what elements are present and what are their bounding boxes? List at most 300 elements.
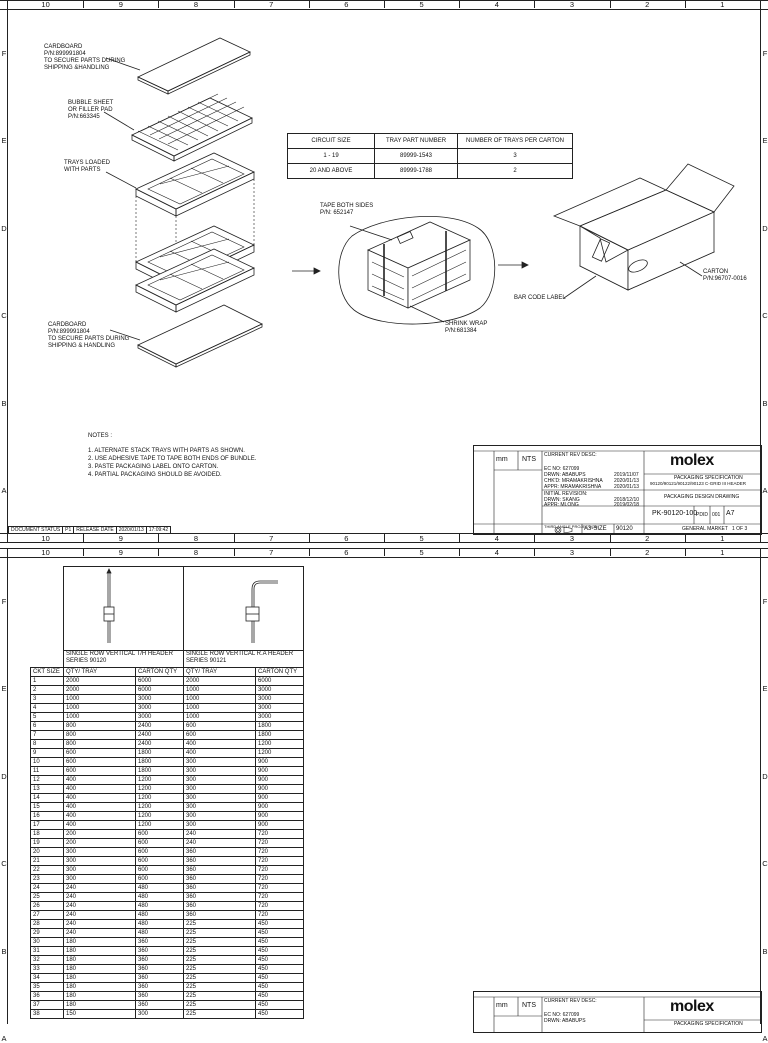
table-cell: 180 — [64, 938, 136, 947]
molex-logo: molex — [670, 452, 714, 469]
table-cell: 25 — [31, 893, 64, 902]
zone-column-label: 3 — [569, 534, 575, 543]
zone-row-label: F — [762, 596, 768, 606]
table-cell: 225 — [184, 983, 256, 992]
molex-logo: molex — [670, 998, 714, 1015]
document-status-bar — [8, 526, 170, 534]
table-cell: 900 — [256, 776, 304, 785]
zone-row-label: D — [1, 223, 7, 233]
table-row — [31, 938, 304, 947]
zone-column-label: 1 — [720, 548, 725, 557]
leader-barcode — [564, 276, 596, 298]
group2-header: SINGLE ROW VERTICAL R.A HEADER SERIES 90121 — [184, 651, 304, 668]
projection-label: THIRD ANGLE PROJECTION — [544, 524, 598, 529]
table-cell: 720 — [256, 893, 304, 902]
table-row — [31, 704, 304, 713]
table-cell: 300 — [184, 785, 256, 794]
table-cell: 360 — [184, 893, 256, 902]
table-cell: 300 — [64, 848, 136, 857]
rev-desc-label: CURRENT REV DESC: — [544, 998, 597, 1004]
table-cell: 300 — [184, 794, 256, 803]
table-cell: 900 — [256, 794, 304, 803]
table-cell: 1200 — [136, 803, 184, 812]
rev-desc-label: CURRENT REV DESC: — [544, 452, 597, 458]
zone-row-label: E — [762, 684, 768, 694]
drawn-by: DRWN: ABABUPS — [544, 472, 586, 478]
table-cell: 2400 — [136, 740, 184, 749]
scale-value: NTS — [522, 1002, 536, 1009]
table-row — [31, 929, 304, 938]
table-cell: 13 — [31, 785, 64, 794]
zone-row-label: F — [1, 596, 7, 606]
ec-no: EC NO: 627099 — [544, 466, 580, 472]
pdid-label: PDID — [696, 512, 708, 518]
table-cell: 180 — [64, 992, 136, 1001]
zone-row-label: C — [1, 311, 7, 321]
th-header-image-cell — [64, 567, 184, 651]
zone-column-label: 7 — [269, 548, 274, 557]
tray-count-table — [287, 133, 573, 179]
table-cell: QTY/ TRAY — [184, 668, 256, 677]
drawn-by: DRWN: ABABUPS — [544, 1018, 586, 1024]
shrink-wrapped-bundle — [339, 216, 495, 324]
table-cell: 450 — [256, 1010, 304, 1019]
table-cell: 3000 — [136, 704, 184, 713]
table-cell: 1 — [31, 677, 64, 686]
bubble-sheet — [132, 94, 252, 161]
table-cell: 1800 — [256, 731, 304, 740]
table-cell: 8 — [31, 740, 64, 749]
title-block — [473, 445, 762, 535]
table-cell: 28 — [31, 920, 64, 929]
table-cell: 360 — [184, 911, 256, 920]
zone-column-label: 5 — [419, 534, 424, 543]
checked-by: CHK'D: MRAMAKRISHNA — [544, 478, 603, 484]
table-cell: 1200 — [136, 794, 184, 803]
approved-date: 2020/01/13 — [614, 484, 640, 490]
table-cell: 240 — [64, 902, 136, 911]
table-cell: 18 — [31, 830, 64, 839]
table-cell: QTY/ TRAY — [64, 668, 136, 677]
release-time-value: 17:09:42 — [146, 526, 171, 534]
table-cell: 6 — [31, 722, 64, 731]
zone-column-label: 2 — [645, 548, 650, 557]
table-row — [31, 884, 304, 893]
table-cell: 2400 — [136, 722, 184, 731]
table-cell: 1000 — [64, 713, 136, 722]
table-cell: 600 — [64, 749, 136, 758]
table-cell: 1200 — [136, 785, 184, 794]
table-cell: 3000 — [136, 713, 184, 722]
zone-column-labels-top — [8, 548, 760, 557]
table-row — [31, 920, 304, 929]
leader-trays — [106, 172, 136, 188]
table-row — [31, 722, 304, 731]
zone-row-label: A — [1, 486, 7, 496]
table-cell: 600 — [64, 767, 136, 776]
table-cell: 800 — [64, 731, 136, 740]
table-cell: 225 — [184, 938, 256, 947]
table-cell: 21 — [31, 857, 64, 866]
table-cell: 480 — [136, 893, 184, 902]
table-cell: 360 — [184, 884, 256, 893]
zone-row-label: D — [1, 771, 7, 781]
table-cell: 480 — [136, 884, 184, 893]
zone-row-label: E — [1, 136, 7, 146]
table-cell: 14 — [31, 794, 64, 803]
zone-column-label: 6 — [344, 0, 349, 9]
zone-column-label: 5 — [419, 0, 424, 9]
tray-col-circuit: CIRCUIT SIZE — [288, 134, 375, 149]
table-cell: 360 — [184, 902, 256, 911]
callout-bubble-sheet: BUBBLE SHEET OR FILLER PAD P/N:663345 — [68, 100, 114, 120]
table-row — [31, 749, 304, 758]
table-cell: 180 — [64, 1001, 136, 1010]
table-cell: 900 — [256, 785, 304, 794]
table-cell: 300 — [184, 803, 256, 812]
table-cell: 450 — [256, 929, 304, 938]
cardboard-bottom-sheet — [138, 305, 262, 367]
ra-header-image-cell — [184, 567, 304, 651]
table-cell: 800 — [64, 722, 136, 731]
table-row — [31, 866, 304, 875]
table-row — [31, 803, 304, 812]
table-cell: 24 — [31, 884, 64, 893]
size-code: A7 — [726, 510, 735, 517]
table-cell: 1800 — [136, 767, 184, 776]
packaging-table-body — [31, 668, 304, 1019]
zone-column-label: 3 — [569, 0, 575, 9]
table-cell: 360 — [136, 947, 184, 956]
table-cell: 400 — [64, 803, 136, 812]
table-cell: 240 — [64, 893, 136, 902]
table-cell: 4 — [31, 704, 64, 713]
release-date-label: RELEASE DATE — [73, 526, 116, 534]
table-cell: 225 — [184, 920, 256, 929]
notes-block — [88, 432, 256, 479]
table-cell: 240 — [184, 839, 256, 848]
table-cell: 200 — [64, 830, 136, 839]
zone-column-label: 9 — [118, 534, 123, 543]
zone-row-label: A — [1, 1034, 7, 1043]
table-cell: 5 — [31, 713, 64, 722]
zone-tick — [459, 548, 460, 556]
table-cell: CARTON QTY — [256, 668, 304, 677]
table-cell: 300 — [184, 812, 256, 821]
table-cell: 180 — [64, 947, 136, 956]
tray-col-count: NUMBER OF TRAYS PER CARTON — [458, 134, 573, 149]
table-cell: 35 — [31, 983, 64, 992]
table-cell: 225 — [184, 956, 256, 965]
table-row — [31, 785, 304, 794]
table-cell: 6000 — [136, 686, 184, 695]
zone-column-label: 2 — [645, 534, 650, 543]
table-row — [31, 974, 304, 983]
table-cell: 1200 — [136, 821, 184, 830]
zone-column-label: 10 — [41, 534, 50, 543]
table-cell: 720 — [256, 857, 304, 866]
table-row — [31, 812, 304, 821]
tray-col-part: TRAY PART NUMBER — [375, 134, 458, 149]
table-cell: 360 — [184, 866, 256, 875]
zone-tick — [234, 548, 235, 556]
zone-row-label: C — [762, 311, 768, 321]
border-top-inner — [0, 557, 768, 558]
table-cell: 3000 — [256, 695, 304, 704]
table-row — [31, 713, 304, 722]
table-cell: 3000 — [256, 713, 304, 722]
zone-tick — [610, 548, 611, 556]
table-cell: 900 — [256, 758, 304, 767]
zone-column-label: 1 — [720, 0, 725, 9]
table-cell: 12 — [31, 776, 64, 785]
table-row — [31, 776, 304, 785]
table-cell: 150 — [64, 1010, 136, 1019]
zone-column-label: 6 — [344, 548, 349, 557]
zone-row-label: C — [1, 859, 7, 869]
table-row — [31, 731, 304, 740]
table-cell: 10 — [31, 758, 64, 767]
cardboard-top-sheet — [138, 38, 250, 94]
zone-tick — [158, 548, 159, 556]
table-cell: 600 — [184, 722, 256, 731]
zone-row-labels-right — [761, 548, 768, 1043]
zone-column-label: 7 — [269, 0, 274, 9]
table-cell: 600 — [136, 866, 184, 875]
table-cell: 9 — [31, 749, 64, 758]
table-cell: 225 — [184, 929, 256, 938]
table-cell: 1000 — [184, 713, 256, 722]
table-cell: 3000 — [256, 686, 304, 695]
table-cell: 400 — [64, 794, 136, 803]
zone-column-label: 4 — [494, 0, 499, 9]
table-cell: 450 — [256, 947, 304, 956]
table-cell: 240 — [64, 920, 136, 929]
table-cell: 360 — [136, 1001, 184, 1010]
table-cell: 19 — [31, 839, 64, 848]
table-cell: 720 — [256, 830, 304, 839]
table-cell: 240 — [64, 911, 136, 920]
table-row — [31, 1001, 304, 1010]
callout-shrink-wrap: SHRINK WRAP P/N:681384 — [445, 321, 488, 334]
table-cell: 225 — [184, 974, 256, 983]
table-cell: 15 — [31, 803, 64, 812]
table-cell: 600 — [184, 731, 256, 740]
table-cell: 600 — [64, 758, 136, 767]
callout-cardboard-bottom: CARDBOARD P/N:899991804 TO SECURE PARTS DURING SHIPPING & HANDLING — [48, 322, 130, 349]
zone-row-label: D — [762, 223, 768, 233]
table-cell: 1000 — [64, 704, 136, 713]
table-row — [31, 740, 304, 749]
table-cell: 2400 — [136, 731, 184, 740]
zone-column-label: 10 — [41, 548, 50, 557]
table-cell: 2000 — [64, 686, 136, 695]
table-cell: 720 — [256, 839, 304, 848]
table-cell: 17 — [31, 821, 64, 830]
table-cell: 38 — [31, 1010, 64, 1019]
table-cell: 1000 — [184, 686, 256, 695]
table-row — [31, 767, 304, 776]
table-cell: 3000 — [136, 695, 184, 704]
table-cell: 400 — [184, 740, 256, 749]
initial-approved-by: APPR: MLONG — [544, 502, 579, 508]
group1-header: SINGLE ROW VERTICAL T/H HEADER SERIES 90120 — [64, 651, 184, 668]
table-cell: 240 — [64, 884, 136, 893]
spec-subtitle: 90120/90121/90122/90123 C-GRID III HEADER — [650, 481, 747, 486]
table-cell: 360 — [184, 848, 256, 857]
table-cell: 300 — [184, 758, 256, 767]
zone-column-label: 6 — [344, 534, 349, 543]
spec-title: PACKAGING SPECIFICATION — [674, 1021, 743, 1027]
table-cell: 450 — [256, 965, 304, 974]
zone-row-label: E — [762, 136, 768, 146]
callout-cardboard-top: CARDBOARD P/N:899991804 TO SECURE PARTS DURING SHIPPING &HANDLING — [44, 44, 126, 71]
table-cell: 300 — [184, 776, 256, 785]
table-cell: 3000 — [256, 704, 304, 713]
table-cell: 360 — [136, 983, 184, 992]
table-cell: 400 — [64, 812, 136, 821]
projection-symbol-icon — [554, 526, 574, 534]
zone-row-label: C — [762, 859, 768, 869]
table-cell: 1200 — [136, 776, 184, 785]
table-cell: 600 — [136, 848, 184, 857]
table-row — [31, 668, 304, 677]
table-cell: 480 — [136, 929, 184, 938]
tray-row: 1 - 19 89999-1543 3 — [288, 149, 573, 164]
table-cell: 300 — [64, 875, 136, 884]
table-row — [31, 857, 304, 866]
ec-no: EC NO: 627099 — [544, 1012, 580, 1018]
leader-shrink — [410, 306, 444, 322]
zone-tick — [384, 548, 385, 556]
table-cell: 1800 — [136, 758, 184, 767]
table-cell: 600 — [136, 839, 184, 848]
table-cell: 360 — [184, 875, 256, 884]
table-cell: 1200 — [256, 740, 304, 749]
table-row — [31, 1010, 304, 1019]
zone-row-label: A — [762, 486, 768, 496]
zone-column-label: 1 — [720, 534, 725, 543]
table-cell: 360 — [136, 956, 184, 965]
table-cell: 37 — [31, 1001, 64, 1010]
table-row — [31, 875, 304, 884]
table-cell: 360 — [136, 974, 184, 983]
table-cell: 1200 — [136, 812, 184, 821]
table-cell: 27 — [31, 911, 64, 920]
table-cell: 600 — [136, 875, 184, 884]
checked-date: 2020/01/13 — [614, 478, 640, 484]
table-row — [31, 677, 304, 686]
zone-row-label: E — [1, 684, 7, 694]
zone-row-label: B — [1, 946, 7, 956]
table-cell: 20 — [31, 848, 64, 857]
table-cell: 32 — [31, 956, 64, 965]
table-cell: 360 — [184, 857, 256, 866]
title-block-sheet-2 — [473, 991, 762, 1033]
zone-column-label: 7 — [269, 534, 274, 543]
table-cell: 300 — [64, 857, 136, 866]
table-cell: 16 — [31, 812, 64, 821]
release-date-value: 2020/01/13 — [116, 526, 147, 534]
zone-column-label: 4 — [494, 534, 499, 543]
table-cell: 6000 — [136, 677, 184, 686]
arrow-2 — [498, 262, 528, 268]
table-cell: 6000 — [256, 677, 304, 686]
zone-tick — [534, 548, 535, 556]
drawn-date: 2019/11/07 — [614, 472, 639, 478]
table-row — [31, 947, 304, 956]
table-cell: 720 — [256, 875, 304, 884]
table-cell: 450 — [256, 938, 304, 947]
table-row — [31, 686, 304, 695]
series-number: 90120 — [616, 526, 633, 532]
table-row — [31, 695, 304, 704]
table-cell: 1800 — [136, 749, 184, 758]
note-item: 2. USE ADHESIVE TAPE TO TAPE BOTH ENDS OF BUNDLE. — [88, 456, 257, 462]
note-item: 3. PASTE PACKAGING LABEL ONTO CARTON. — [88, 464, 219, 470]
table-cell: 180 — [64, 956, 136, 965]
table-cell: 720 — [256, 848, 304, 857]
notes-title: NOTES : — [88, 433, 113, 439]
table-cell: 34 — [31, 974, 64, 983]
table-row — [31, 830, 304, 839]
zone-row-label: B — [762, 398, 768, 408]
table-cell: 2000 — [64, 677, 136, 686]
table-cell: 29 — [31, 929, 64, 938]
table-cell: 300 — [136, 1010, 184, 1019]
table-cell: 300 — [64, 866, 136, 875]
table-cell: 360 — [136, 965, 184, 974]
table-cell: 1000 — [184, 704, 256, 713]
initial-approved-date: 2019/02/18 — [614, 502, 640, 508]
table-row — [31, 839, 304, 848]
callout-trays: TRAYS LOADED WITH PARTS — [64, 160, 110, 173]
table-cell: 720 — [256, 902, 304, 911]
table-cell: 225 — [184, 1010, 256, 1019]
table-cell: 450 — [256, 974, 304, 983]
zone-row-label: B — [1, 398, 7, 408]
table-cell: 11 — [31, 767, 64, 776]
table-cell: 225 — [184, 992, 256, 1001]
sheet-number: 1 OF 3 — [732, 526, 748, 532]
table-cell: 450 — [256, 992, 304, 1001]
zone-column-label: 4 — [494, 548, 499, 557]
zone-column-label: 8 — [193, 548, 199, 557]
zone-column-label: 10 — [41, 0, 50, 9]
tray-1 — [136, 153, 254, 216]
table-cell: 240 — [184, 830, 256, 839]
table-cell: 225 — [184, 1001, 256, 1010]
doc-type: PACKAGING DESIGN DRAWING — [664, 494, 740, 500]
table-cell: 7 — [31, 731, 64, 740]
table-cell: 720 — [256, 884, 304, 893]
table-row — [31, 902, 304, 911]
table-cell: 200 — [64, 839, 136, 848]
zone-column-label: 8 — [193, 534, 199, 543]
table-cell: 180 — [64, 974, 136, 983]
table-cell: 480 — [136, 920, 184, 929]
table-cell: 23 — [31, 875, 64, 884]
table-cell: 1000 — [184, 695, 256, 704]
zone-column-label: 8 — [193, 0, 199, 9]
approved-by: APPR: MRAMAKRISHNA — [544, 484, 602, 490]
table-cell: 1800 — [256, 722, 304, 731]
zone-column-label: 9 — [118, 0, 123, 9]
table-row — [31, 956, 304, 965]
table-cell: 900 — [256, 767, 304, 776]
zone-column-label: 5 — [419, 548, 424, 557]
table-cell: 30 — [31, 938, 64, 947]
